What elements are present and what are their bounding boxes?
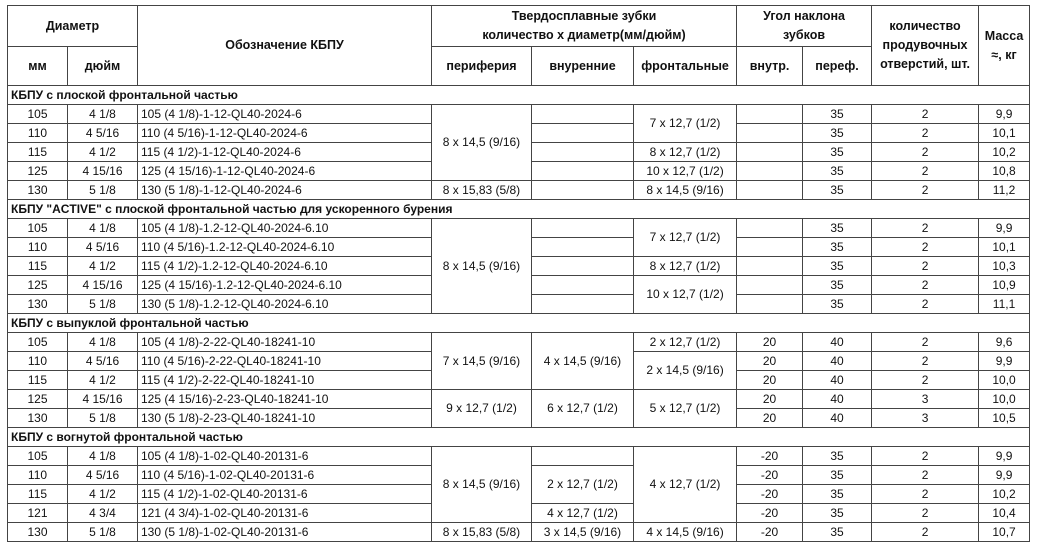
header-diameter: Диаметр (8, 6, 138, 47)
header-angle-periph: переф. (803, 47, 872, 86)
header-mass (979, 6, 1030, 86)
cell-inner (532, 162, 634, 181)
cell-inch: 5 1/8 (68, 181, 138, 200)
cell-periphery: 8 x 14,5 (9/16) (432, 105, 532, 181)
cell-code: 105 (4 1/8)-2-22-QL40-18241-10 (138, 333, 432, 352)
cell-code: 121 (4 3/4)-1-02-QL40-20131-6 (138, 504, 432, 523)
cell-angle-periph: 40 (803, 390, 872, 409)
cell-code: 130 (5 1/8)-1-12-QL40-2024-6 (138, 181, 432, 200)
cell-code: 130 (5 1/8)-1.2-12-QL40-2024-6.10 (138, 295, 432, 314)
cell-frontal: 5 x 12,7 (1/2) (634, 390, 737, 428)
cell-frontal: 8 x 14,5 (9/16) (634, 181, 737, 200)
header-angle (737, 6, 872, 47)
cell-frontal: 8 x 12,7 (1/2) (634, 257, 737, 276)
cell-mass: 9,9 (979, 466, 1030, 485)
header-mass-line2: ≈, кг (991, 47, 1017, 62)
cell-frontal: 7 x 12,7 (1/2) (634, 219, 737, 257)
header-angle-line2: зубков (783, 28, 826, 42)
cell-inch: 4 1/2 (68, 371, 138, 390)
header-periphery: периферия (432, 47, 532, 86)
cell-mm: 115 (8, 143, 68, 162)
cell-holes: 3 (872, 390, 979, 409)
cell-holes: 2 (872, 447, 979, 466)
cell-mm: 105 (8, 219, 68, 238)
cell-angle-periph: 35 (803, 143, 872, 162)
cell-angle-inner (737, 257, 803, 276)
cell-angle-inner (737, 219, 803, 238)
cell-mass: 10,0 (979, 371, 1030, 390)
header-teeth-line2: количество х диаметр(мм/дюйм) (482, 28, 686, 42)
cell-mm: 125 (8, 276, 68, 295)
cell-frontal: 7 x 12,7 (1/2) (634, 105, 737, 143)
table-row (8, 523, 1030, 542)
cell-angle-inner (737, 162, 803, 181)
cell-mass: 10,2 (979, 143, 1030, 162)
cell-inch: 4 1/8 (68, 333, 138, 352)
cell-mm: 110 (8, 124, 68, 143)
header-holes-line3: отверстий, шт. (880, 57, 970, 71)
cell-holes: 2 (872, 257, 979, 276)
cell-angle-inner: 20 (737, 371, 803, 390)
cell-inch: 4 1/8 (68, 105, 138, 124)
cell-code: 110 (4 5/16)-1.2-12-QL40-2024-6.10 (138, 238, 432, 257)
cell-angle-periph: 35 (803, 466, 872, 485)
table-row (8, 181, 1030, 200)
cell-angle-periph: 35 (803, 485, 872, 504)
cell-mm: 115 (8, 371, 68, 390)
section-title: КБПУ с вогнутой фронтальной частью (8, 428, 1030, 447)
cell-frontal: 2 x 14,5 (9/16) (634, 352, 737, 390)
kbpu-spec-table (7, 5, 1030, 542)
table-row (8, 105, 1030, 124)
cell-angle-periph: 40 (803, 352, 872, 371)
cell-angle-periph: 35 (803, 276, 872, 295)
cell-mass: 11,1 (979, 295, 1030, 314)
cell-angle-periph: 35 (803, 105, 872, 124)
cell-periphery: 8 x 14,5 (9/16) (432, 447, 532, 523)
cell-mass: 9,9 (979, 105, 1030, 124)
cell-holes: 2 (872, 295, 979, 314)
cell-mm: 130 (8, 181, 68, 200)
cell-inner (532, 105, 634, 124)
cell-code: 130 (5 1/8)-1-02-QL40-20131-6 (138, 523, 432, 542)
cell-mm: 115 (8, 485, 68, 504)
cell-inner (532, 257, 634, 276)
header-teeth-line1: Твердосплавные зубки (511, 9, 657, 23)
cell-holes: 2 (872, 143, 979, 162)
cell-code: 115 (4 1/2)-2-22-QL40-18241-10 (138, 371, 432, 390)
cell-mass: 10,1 (979, 124, 1030, 143)
cell-angle-periph: 35 (803, 504, 872, 523)
cell-angle-inner: -20 (737, 447, 803, 466)
cell-holes: 2 (872, 333, 979, 352)
cell-angle-periph: 35 (803, 219, 872, 238)
cell-periphery: 7 x 14,5 (9/16) (432, 333, 532, 390)
cell-frontal: 8 x 12,7 (1/2) (634, 143, 737, 162)
cell-holes: 2 (872, 352, 979, 371)
cell-inner: 4 x 14,5 (9/16) (532, 333, 634, 390)
cell-mm: 125 (8, 162, 68, 181)
cell-mm: 115 (8, 257, 68, 276)
cell-inch: 5 1/8 (68, 523, 138, 542)
cell-inch: 4 15/16 (68, 162, 138, 181)
cell-angle-inner: 20 (737, 333, 803, 352)
header-row-1 (8, 6, 1030, 47)
cell-angle-inner: -20 (737, 466, 803, 485)
cell-inner: 3 x 14,5 (9/16) (532, 523, 634, 542)
cell-angle-inner: 20 (737, 409, 803, 428)
cell-holes: 2 (872, 276, 979, 295)
cell-angle-inner: 20 (737, 390, 803, 409)
cell-mass: 10,2 (979, 485, 1030, 504)
cell-code: 125 (4 15/16)-1.2-12-QL40-2024-6.10 (138, 276, 432, 295)
cell-holes: 3 (872, 409, 979, 428)
header-inner: внуренние (532, 47, 634, 86)
cell-inner (532, 143, 634, 162)
cell-holes: 2 (872, 219, 979, 238)
cell-angle-inner: -20 (737, 523, 803, 542)
cell-mm: 130 (8, 295, 68, 314)
table-row (8, 390, 1030, 409)
cell-inner (532, 238, 634, 257)
header-designation: Обозначение КБПУ (138, 6, 432, 86)
cell-code: 105 (4 1/8)-1-12-QL40-2024-6 (138, 105, 432, 124)
cell-inch: 5 1/8 (68, 295, 138, 314)
header-holes (872, 6, 979, 86)
cell-angle-periph: 40 (803, 371, 872, 390)
table-row (8, 219, 1030, 238)
cell-angle-periph: 35 (803, 257, 872, 276)
cell-mm: 130 (8, 409, 68, 428)
cell-periphery: 8 x 15,83 (5/8) (432, 523, 532, 542)
cell-periphery: 8 x 15,83 (5/8) (432, 181, 532, 200)
section-title: КБПУ "ACTIVE" с плоской фронтальной частью для ускоренного бурения (8, 200, 1030, 219)
cell-inner (532, 219, 634, 238)
cell-angle-inner (737, 105, 803, 124)
cell-mass: 9,9 (979, 219, 1030, 238)
cell-inch: 4 1/2 (68, 143, 138, 162)
cell-code: 105 (4 1/8)-1-02-QL40-20131-6 (138, 447, 432, 466)
cell-angle-periph: 35 (803, 295, 872, 314)
cell-mm: 130 (8, 523, 68, 542)
cell-code: 110 (4 5/16)-1-12-QL40-2024-6 (138, 124, 432, 143)
header-mass-line1: Масса (984, 28, 1024, 43)
header-angle-inner: внутр. (737, 47, 803, 86)
cell-frontal: 4 x 12,7 (1/2) (634, 447, 737, 523)
cell-mass: 9,9 (979, 352, 1030, 371)
cell-mass: 10,7 (979, 523, 1030, 542)
cell-code: 130 (5 1/8)-2-23-QL40-18241-10 (138, 409, 432, 428)
cell-code: 110 (4 5/16)-2-22-QL40-18241-10 (138, 352, 432, 371)
section-title-row (8, 200, 1030, 219)
cell-angle-inner (737, 295, 803, 314)
cell-code: 125 (4 15/16)-2-23-QL40-18241-10 (138, 390, 432, 409)
kbpu-spec-table-wrapper (7, 5, 1030, 542)
cell-mm: 105 (8, 333, 68, 352)
section-title-row (8, 314, 1030, 333)
cell-holes: 2 (872, 238, 979, 257)
cell-mm: 121 (8, 504, 68, 523)
cell-holes: 2 (872, 105, 979, 124)
cell-inner: 2 x 12,7 (1/2) (532, 466, 634, 504)
cell-angle-inner (737, 124, 803, 143)
cell-inner: 6 x 12,7 (1/2) (532, 390, 634, 428)
cell-mass: 10,0 (979, 390, 1030, 409)
cell-holes: 2 (872, 162, 979, 181)
cell-inch: 4 1/8 (68, 219, 138, 238)
cell-angle-periph: 35 (803, 238, 872, 257)
cell-mm: 125 (8, 390, 68, 409)
section-title-row (8, 428, 1030, 447)
cell-frontal: 10 x 12,7 (1/2) (634, 276, 737, 314)
cell-inner (532, 181, 634, 200)
cell-holes: 2 (872, 371, 979, 390)
cell-frontal: 2 x 12,7 (1/2) (634, 333, 737, 352)
cell-holes: 2 (872, 466, 979, 485)
header-holes-line2: продувочных (882, 38, 968, 52)
cell-inner (532, 124, 634, 143)
cell-angle-periph: 35 (803, 162, 872, 181)
header-angle-line1: Угол наклона (763, 9, 845, 23)
cell-inch: 4 5/16 (68, 352, 138, 371)
cell-code: 115 (4 1/2)-1.2-12-QL40-2024-6.10 (138, 257, 432, 276)
cell-angle-periph: 40 (803, 333, 872, 352)
section-title: КБПУ с выпуклой фронтальной частью (8, 314, 1030, 333)
cell-inner (532, 447, 634, 466)
section-title: КБПУ с плоской фронтальной частью (8, 86, 1030, 105)
cell-inch: 4 1/8 (68, 447, 138, 466)
cell-mm: 105 (8, 105, 68, 124)
header-inch: дюйм (68, 47, 138, 86)
cell-holes: 2 (872, 485, 979, 504)
cell-code: 115 (4 1/2)-1-12-QL40-2024-6 (138, 143, 432, 162)
cell-inch: 4 15/16 (68, 276, 138, 295)
table-row (8, 333, 1030, 352)
cell-inch: 4 5/16 (68, 124, 138, 143)
cell-periphery: 9 x 12,7 (1/2) (432, 390, 532, 428)
header-teeth (432, 6, 737, 47)
cell-angle-inner (737, 276, 803, 295)
table-row (8, 447, 1030, 466)
cell-mass: 10,1 (979, 238, 1030, 257)
cell-inch: 5 1/8 (68, 409, 138, 428)
cell-mass: 10,3 (979, 257, 1030, 276)
cell-mass: 10,8 (979, 162, 1030, 181)
header-frontal: фронтальные (634, 47, 737, 86)
cell-angle-periph: 35 (803, 523, 872, 542)
cell-angle-periph: 40 (803, 409, 872, 428)
cell-mm: 110 (8, 466, 68, 485)
cell-inner: 4 x 12,7 (1/2) (532, 504, 634, 523)
cell-code: 125 (4 15/16)-1-12-QL40-2024-6 (138, 162, 432, 181)
cell-angle-inner (737, 143, 803, 162)
cell-inch: 4 15/16 (68, 390, 138, 409)
cell-inner (532, 276, 634, 295)
cell-inch: 4 5/16 (68, 466, 138, 485)
cell-mm: 110 (8, 352, 68, 371)
cell-angle-inner: 20 (737, 352, 803, 371)
cell-holes: 2 (872, 523, 979, 542)
header-holes-line1: количество (889, 19, 961, 33)
cell-mass: 9,9 (979, 447, 1030, 466)
cell-holes: 2 (872, 181, 979, 200)
cell-frontal: 10 x 12,7 (1/2) (634, 162, 737, 181)
cell-angle-periph: 35 (803, 447, 872, 466)
cell-angle-inner (737, 238, 803, 257)
cell-mass: 9,6 (979, 333, 1030, 352)
cell-angle-inner: -20 (737, 504, 803, 523)
cell-angle-periph: 35 (803, 181, 872, 200)
cell-frontal: 4 x 14,5 (9/16) (634, 523, 737, 542)
cell-inch: 4 5/16 (68, 238, 138, 257)
cell-mass: 11,2 (979, 181, 1030, 200)
header-mm: мм (8, 47, 68, 86)
cell-mass: 10,9 (979, 276, 1030, 295)
cell-inch: 4 3/4 (68, 504, 138, 523)
cell-holes: 2 (872, 124, 979, 143)
cell-code: 110 (4 5/16)-1-02-QL40-20131-6 (138, 466, 432, 485)
cell-angle-inner: -20 (737, 485, 803, 504)
cell-angle-inner (737, 181, 803, 200)
cell-periphery: 8 x 14,5 (9/16) (432, 219, 532, 314)
cell-mm: 105 (8, 447, 68, 466)
cell-inch: 4 1/2 (68, 485, 138, 504)
cell-angle-periph: 35 (803, 124, 872, 143)
cell-inner (532, 295, 634, 314)
cell-code: 105 (4 1/8)-1.2-12-QL40-2024-6.10 (138, 219, 432, 238)
cell-code: 115 (4 1/2)-1-02-QL40-20131-6 (138, 485, 432, 504)
cell-mass: 10,4 (979, 504, 1030, 523)
cell-mm: 110 (8, 238, 68, 257)
cell-inch: 4 1/2 (68, 257, 138, 276)
cell-mass: 10,5 (979, 409, 1030, 428)
section-title-row (8, 86, 1030, 105)
cell-holes: 2 (872, 504, 979, 523)
